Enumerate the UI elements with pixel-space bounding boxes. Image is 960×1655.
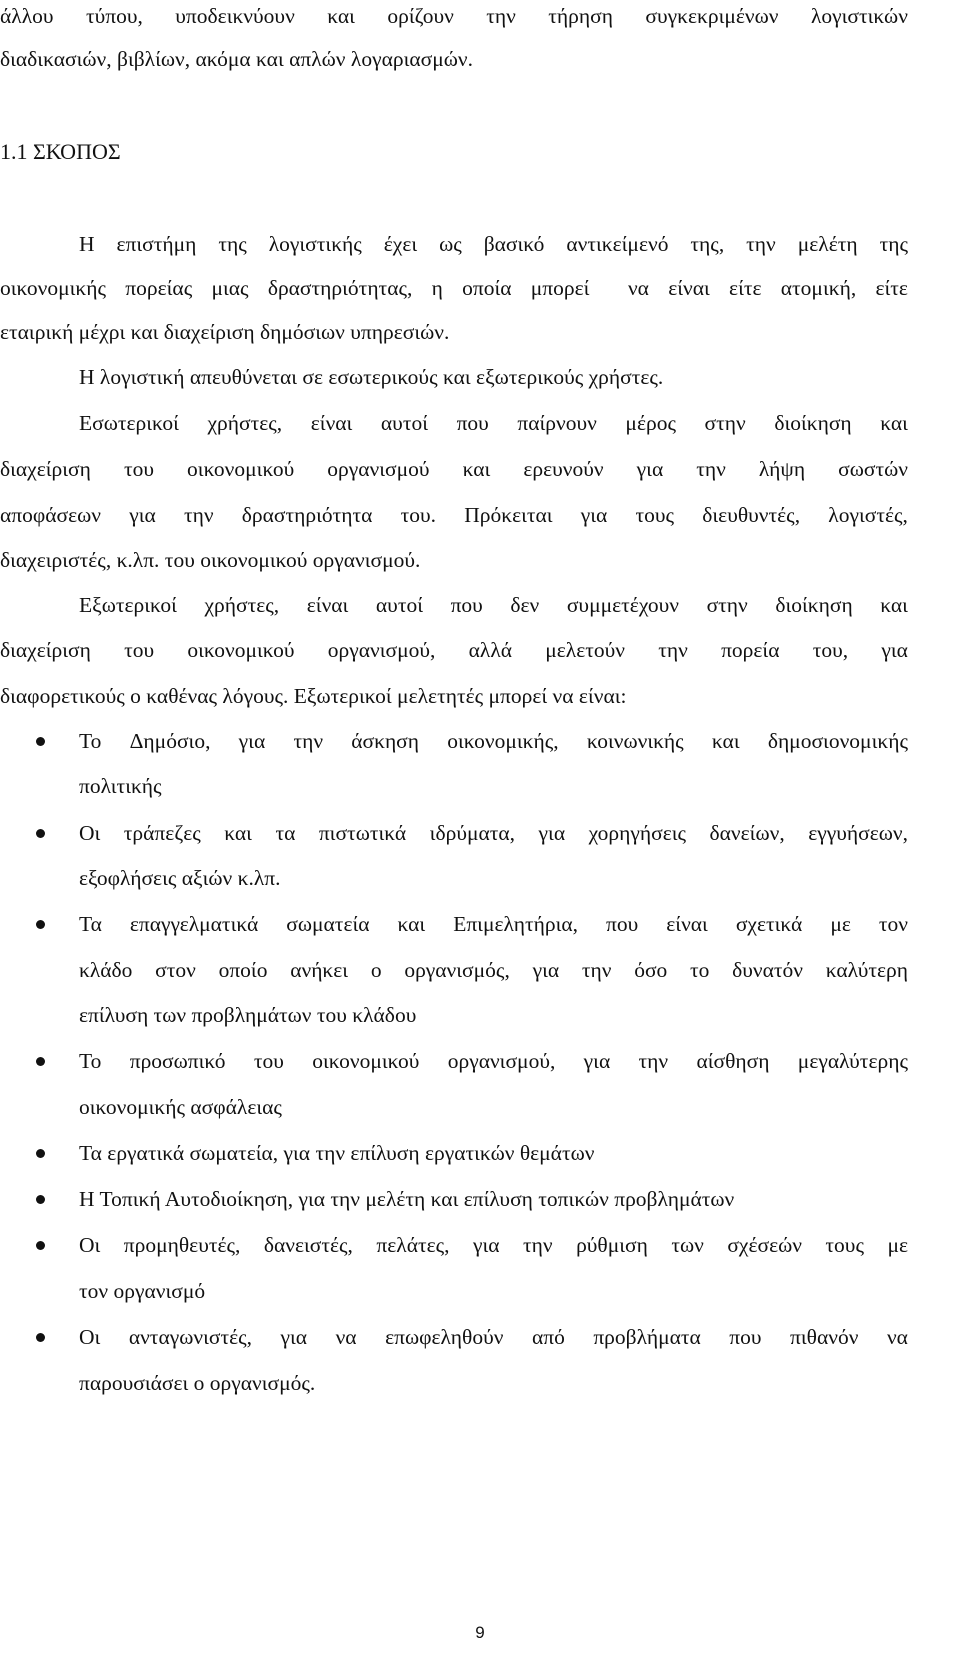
- bullet-item-line: Η Τοπική Αυτοδιοίκηση, για την μελέτη και επίλυση τοπικών προβλημάτων: [79, 1187, 735, 1211]
- bullet-item-line: Οι τράπεζες και τα πιστωτικά ιδρύματα, για χορηγήσεις δανείων, εγγυήσεων,: [79, 821, 908, 845]
- bullet-item-line: Το Δημόσιο, για την άσκηση οικονομικής, κοινωνικής και δημοσιονομικής: [79, 729, 908, 753]
- paragraph-line: διαχείριση του οικονομικού οργανισμού και ερευνούν για την λήψη σωστών: [0, 457, 908, 481]
- paragraph-line: αποφάσεων για την δραστηριότητα του. Πρόκειται για τους διευθυντές, λογιστές,: [0, 503, 908, 527]
- bullet-item-line: κλάδο στον οποίο ανήκει ο οργανισμός, για την όσο το δυνατόν καλύτερη: [79, 958, 908, 982]
- paragraph-line: διαχείριση του οικονομικού οργανισμού, αλλά μελετούν την πορεία του, για: [0, 638, 908, 662]
- bullet-icon: [36, 829, 45, 838]
- intro-line: άλλου τύπου, υποδεικνύουν και ορίζουν την τήρηση συγκεκριμένων λογιστικών: [0, 4, 908, 28]
- section-heading: 1.1 ΣΚΟΠΟΣ: [0, 139, 121, 164]
- bullet-item-line: πολιτικής: [79, 774, 162, 798]
- paragraph-line: διαχειριστές, κ.λπ. του οικονομικού οργανισμού.: [0, 548, 421, 572]
- bullet-item-line: Οι ανταγωνιστές, για να επωφεληθούν από προβλήματα που πιθανόν να: [79, 1325, 908, 1349]
- page-number: 9: [475, 1623, 485, 1642]
- intro-line: διαδικασιών, βιβλίων, ακόμα και απλών λογαριασμών.: [0, 47, 473, 71]
- paragraph-line: Εξωτερικοί χρήστες, είναι αυτοί που δεν συμμετέχουν στην διοίκηση και: [79, 593, 908, 617]
- paragraph-line: διαφορετικούς ο καθένας λόγους. Εξωτερικοί μελετητές μπορεί να είναι:: [0, 684, 627, 708]
- bullet-item-line: επίλυση των προβλημάτων του κλάδου: [79, 1003, 417, 1027]
- paragraph-line: Εσωτερικοί χρήστες, είναι αυτοί που παίρνουν μέρος στην διοίκηση και: [79, 411, 908, 435]
- bullet-icon: [36, 1333, 45, 1342]
- bullet-item-line: Το προσωπικό του οικονομικού οργανισμού, για την αίσθηση μεγαλύτερης: [79, 1049, 908, 1073]
- paragraph-line: εταιρική μέχρι και διαχείριση δημόσιων υπηρεσιών.: [0, 320, 450, 344]
- bullet-icon: [36, 920, 45, 929]
- bullet-item-line: τον οργανισμό: [79, 1279, 206, 1303]
- bullet-item-line: οικονομικής ασφάλειας: [79, 1095, 282, 1119]
- paragraph-line: οικονομικής πορείας μιας δραστηριότητας, η οποία μπορεί να είναι είτε ατομική, είτε: [0, 276, 908, 300]
- bullet-icon: [36, 737, 45, 746]
- bullet-icon: [36, 1057, 45, 1066]
- bullet-item-line: Τα επαγγελματικά σωματεία και Επιμελητήρια, που είναι σχετικά με τον: [79, 912, 908, 936]
- bullet-item-line: Οι προμηθευτές, δανειστές, πελάτες, για την ρύθμιση των σχέσεών τους με: [79, 1233, 908, 1257]
- bullet-item-line: παρουσιάσει ο οργανισμός.: [79, 1371, 316, 1395]
- bullet-icon: [36, 1241, 45, 1250]
- paragraph-line: Η επιστήμη της λογιστικής έχει ως βασικό αντικείμενό της, την μελέτη της: [79, 232, 908, 256]
- bullet-item-line: Τα εργατικά σωματεία, για την επίλυση εργατικών θεμάτων: [79, 1141, 595, 1165]
- bullet-item-line: εξοφλήσεις αξιών κ.λπ.: [79, 866, 281, 890]
- bullet-icon: [36, 1195, 45, 1204]
- paragraph-line: Η λογιστική απευθύνεται σε εσωτερικούς και εξωτερικούς χρήστες.: [79, 365, 664, 389]
- bullet-icon: [36, 1149, 45, 1158]
